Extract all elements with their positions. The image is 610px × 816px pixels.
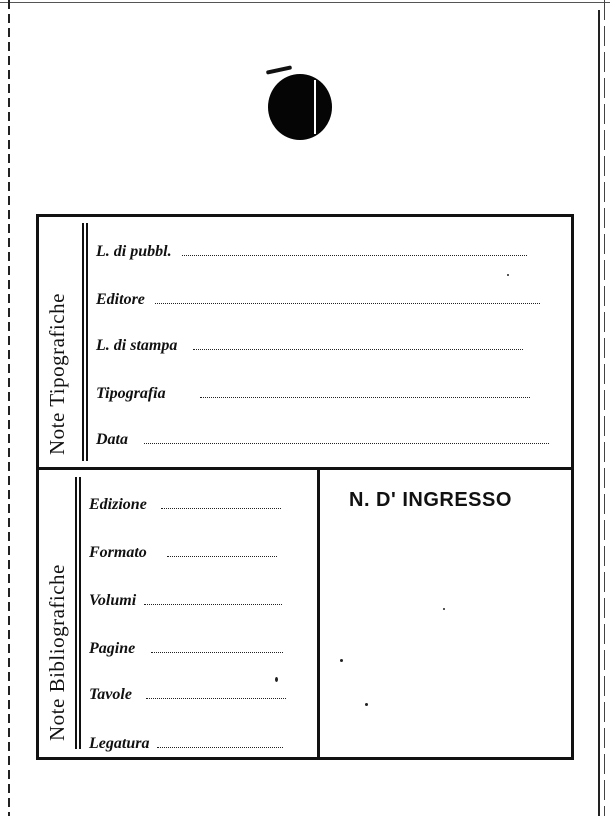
catalog-card [36,214,574,760]
bibliografiche-section-title: Note Bibliografiche [45,564,69,741]
field-editore [96,291,540,309]
ink-speck [340,659,343,662]
field-pagine [89,640,283,658]
field-data [96,431,549,449]
dotted-line [200,397,530,398]
dotted-line [155,303,540,304]
bibliografiche-bar-outer [75,477,77,749]
ink-speck [365,703,368,706]
punch-hole [268,74,332,140]
field-edizione [89,496,281,514]
scan-edge-right [598,10,600,816]
field-tavole [89,686,286,704]
field-volumi [89,592,282,610]
ingresso-number-label: N. D' INGRESSO [349,489,512,511]
field-luogo-pubblicazione [96,243,527,261]
dotted-line [146,698,286,699]
field-label: Pagine [89,640,136,657]
dotted-line [167,556,277,557]
bibliografiche-bar-inner [79,477,81,749]
tipografiche-bar-outer [82,223,84,461]
field-label: Legatura [89,735,150,752]
dotted-line [193,349,523,350]
scan-edge-left [8,0,10,816]
field-label: Tipografia [96,385,166,402]
card-divider-vertical [317,470,320,757]
ink-speck [507,274,509,276]
dotted-line [151,652,283,653]
field-tipografia [96,385,530,403]
scan-edge-right-outer [604,0,605,816]
field-formato [89,544,277,562]
ink-speck [275,677,278,682]
field-label: Editore [96,291,145,308]
dotted-line [161,508,281,509]
dotted-line [144,604,282,605]
field-label: Formato [89,544,147,561]
field-legatura [89,735,283,753]
dotted-line [182,255,527,256]
card-divider-horizontal [39,467,571,470]
field-luogo-stampa [96,337,523,355]
hole-crease [314,80,316,134]
field-label: Edizione [89,496,147,513]
field-label: Volumi [89,592,137,609]
field-label: L. di stampa [96,337,178,354]
dotted-line [157,747,283,748]
tipografiche-section-title: Note Tipografiche [45,293,69,455]
tipografiche-bar-inner [86,223,88,461]
ink-speck [443,608,445,610]
hole-mark [266,65,292,74]
field-label: Data [96,431,128,448]
field-label: L. di pubbl. [96,243,172,260]
dotted-line [144,443,549,444]
field-label: Tavole [89,686,132,703]
scan-edge-top [0,2,610,3]
